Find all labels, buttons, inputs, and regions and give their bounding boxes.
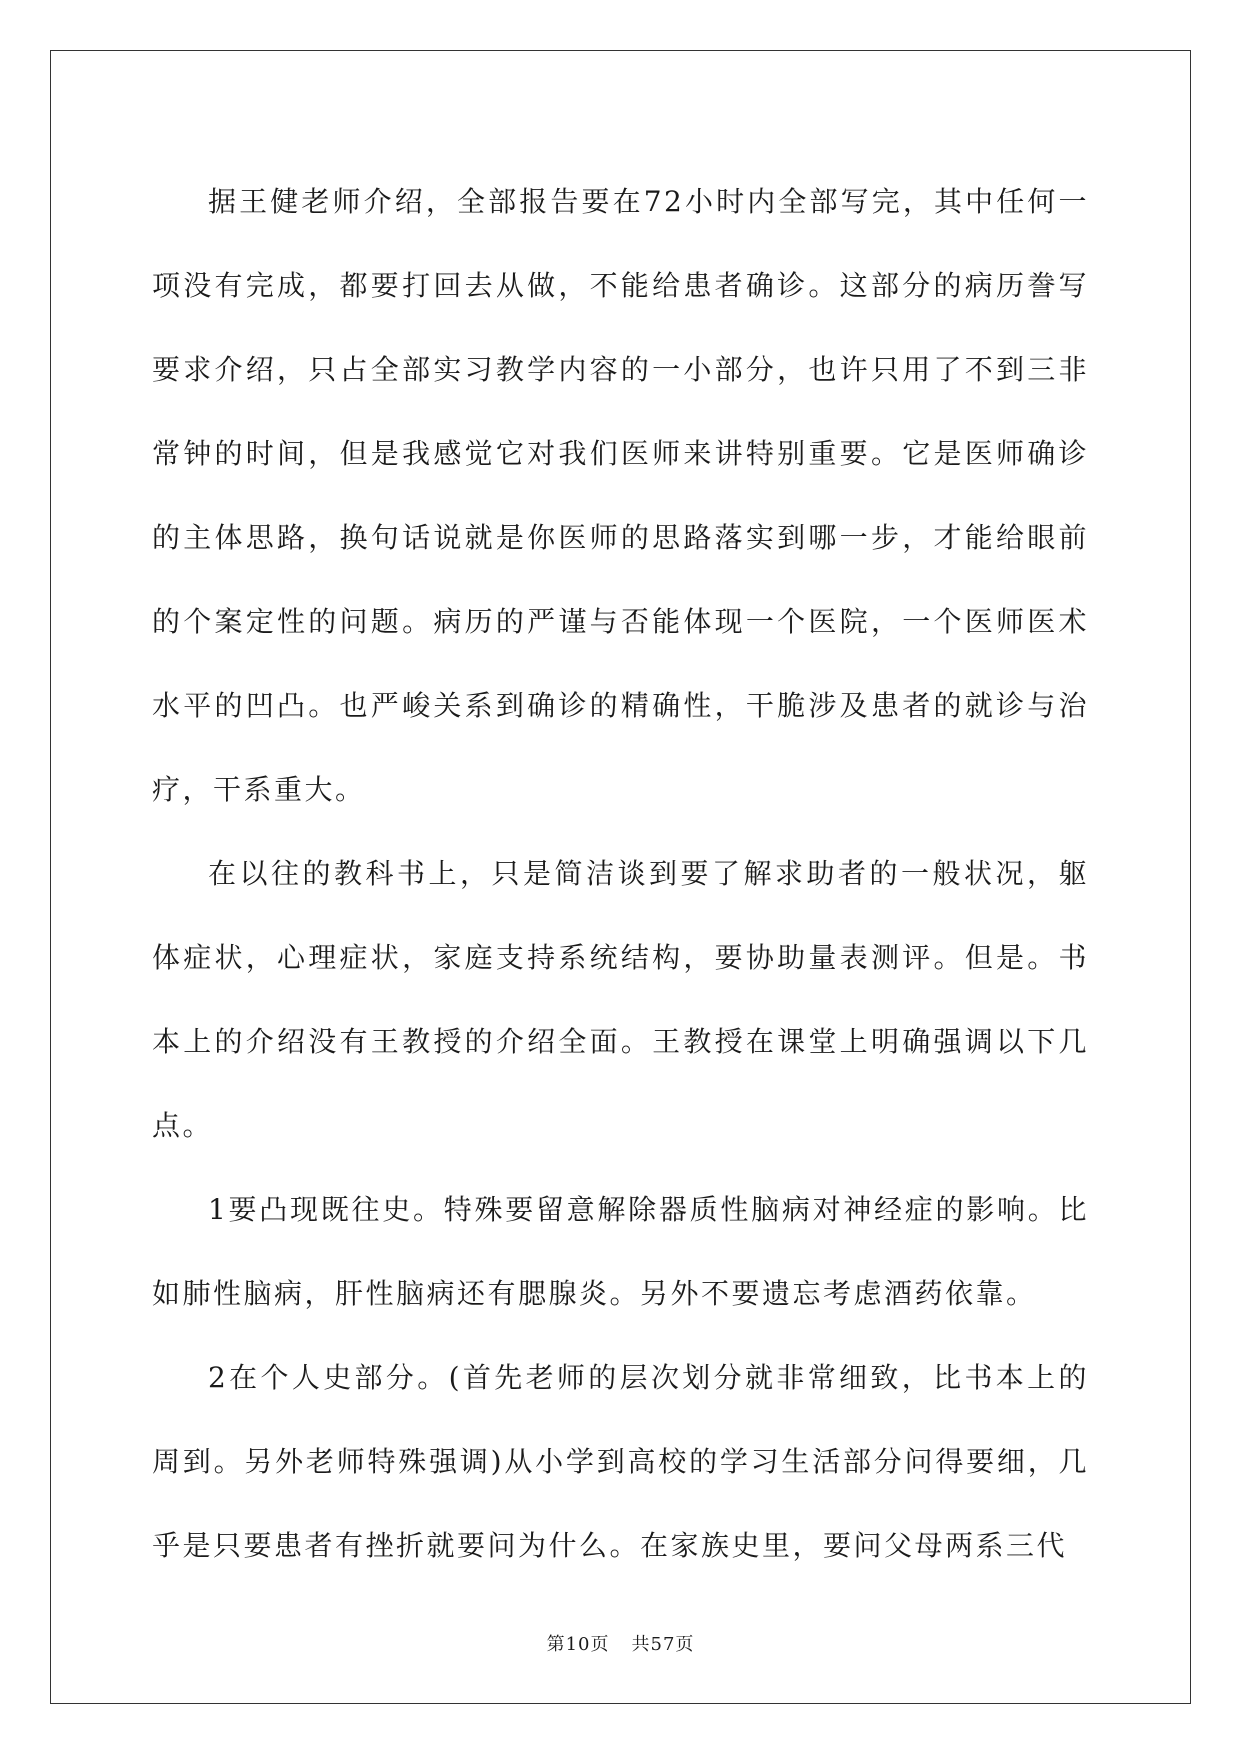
paragraph-2: 在以往的教科书上，只是简洁谈到要了解求助者的一般状况，躯体症状，心理症状，家庭支持系统结构，要协助量表测评。但是。书本上的介绍没有王教授的介绍全面。王教授在课堂上明确强调以下几点。 bbox=[152, 857, 1089, 1142]
paragraph-1: 据王健老师介绍，全部报告要在72小时内全部写完，其中任何一项没有完成，都要打回去从做，不能给患者确诊。这部分的病历誊写要求介绍，只占全部实习教学内容的一小部分，也许只用了不到三非常钟的时间，但是我感觉它对我们医师来讲特别重要。它是医师确诊的主体思路，换句话说就是你医师的思路落实到哪一步，才能给眼前的个案定性的问题。病历的严谨与否能体现一个医院，一个医师医术水平的凹凸。也严峻关系到确诊的精确性，干脆涉及患者的就诊与治疗，干系重大。 bbox=[152, 185, 1089, 806]
paragraph-3: 1要凸现既往史。特殊要留意解除器质性脑病对神经症的影响。比如肺性脑病，肝性脑病还有腮腺炎。另外不要遗忘考虑酒药依靠。 bbox=[152, 1193, 1089, 1310]
paragraph-4: 2在个人史部分。(首先老师的层次划分就非常细致，比书本上的周到。另外老师特殊强调)从小学到高校的学习生活部分问得要细，几乎是只要患者有挫折就要问为什么。在家族史里，要问父母两系三代 bbox=[152, 1361, 1089, 1562]
page-number: 第10页 bbox=[546, 1634, 610, 1655]
page-total: 共57页 bbox=[631, 1634, 695, 1655]
document-body bbox=[152, 160, 1089, 1588]
page-footer bbox=[0, 1630, 1241, 1656]
